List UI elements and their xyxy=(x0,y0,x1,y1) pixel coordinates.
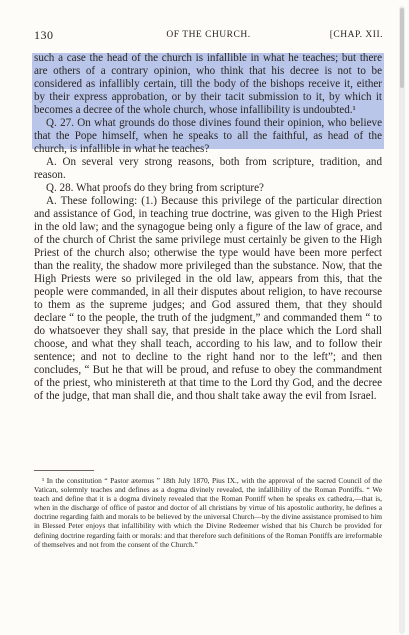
running-title: OF THE CHURCH. xyxy=(166,30,251,40)
answer-28[interactable]: A. These following: (1.) Because this privilege of the particular direction and assistance of God, in teaching true doctrine, was given to the High Priest in the old law; and the synagogue being only a figure of the law of grace, and of the church of Christ the same privilege must certainly be given to the High Priest of the church also; otherwise the type would have been more perfect than the reality, the shadow more privileged than the substance. Now, that the High Priests were so privileged in the old law, appears from this, that the people were commanded, in all their disputes about religion, to have recourse to them as the supreme judges; and God assured them, that they should declare “ to the people, the truth of the judgment,” and commanded them “ to do whatsoever they shall say, that preside in the place which the Lord shall choose, and what they shall teach, according to his law, and to follow their sentence; and not to decline to the right hand nor to the left”; and then concludes, “ But he that will be proud, and refuse to obey the commandment of the priest, who ministereth at that time to the Lord thy God, and the decree of the judge, that man shall die, and thou shalt take away the evil from Israel. xyxy=(34,195,382,402)
vertical-scrollbar[interactable] xyxy=(399,6,405,634)
question-28[interactable]: Q. 28. What proofs do they bring from scripture? xyxy=(46,182,264,194)
chapter-label: [CHAP. XII. xyxy=(329,30,383,40)
scrollbar-thumb[interactable] xyxy=(400,8,404,88)
paragraph-continuation[interactable]: such a case the head of the church is infallible in what he teaches; but there are others of a contrary opinion, who think that his decree is not to be considered as infallibly certain, till the body of the bishops receive it, either by their express approbation, or by their tacit submission to it, by which it becomes a decree of the whole church, whose infallibility is undoubted.¹ xyxy=(34,52,382,116)
page-number: 130 xyxy=(34,28,54,42)
footnote-divider xyxy=(34,470,94,471)
running-header xyxy=(34,28,383,42)
main-text[interactable] xyxy=(34,52,382,403)
question-27[interactable]: Q. 27. On what grounds do those divines found their opinion, who believe that the Pope himself, when he speaks to all the faithful, as head of the church, is infallible in what he teaches? xyxy=(34,117,382,155)
answer-27[interactable]: A. On several very strong reasons, both from scripture, tradition, and reason. xyxy=(34,156,382,181)
footnote[interactable] xyxy=(34,476,382,549)
footnote-text[interactable]: ¹ In the constitution “ Pastor æternus ” 18th July 1870, Pius IX., with the approval of the sacred Council of the Vatican, solemnly teaches and defines as a dogma divinely revealed, the infallibility of the Roman Pontiffs. “ We teach and define that it is a dogma divinely revealed that the Roman Pontiff when he speaks ex cathedra,—that is, when in the discharge of office of pastor and doctor of all christians by virtue of his apostolic authority, he defines a doctrine regarding faith and morals to be believed by the universal Church—by the divine assistance promised to him in Blessed Peter enjoys that infallibility with which the Divine Redeemer wished that his Church be provided for defining doctrine regarding faith or morals: and that therefore such definitions of the Roman Pontiffs are irreformable of themselves and not from the consent of the Church.” xyxy=(34,476,382,549)
